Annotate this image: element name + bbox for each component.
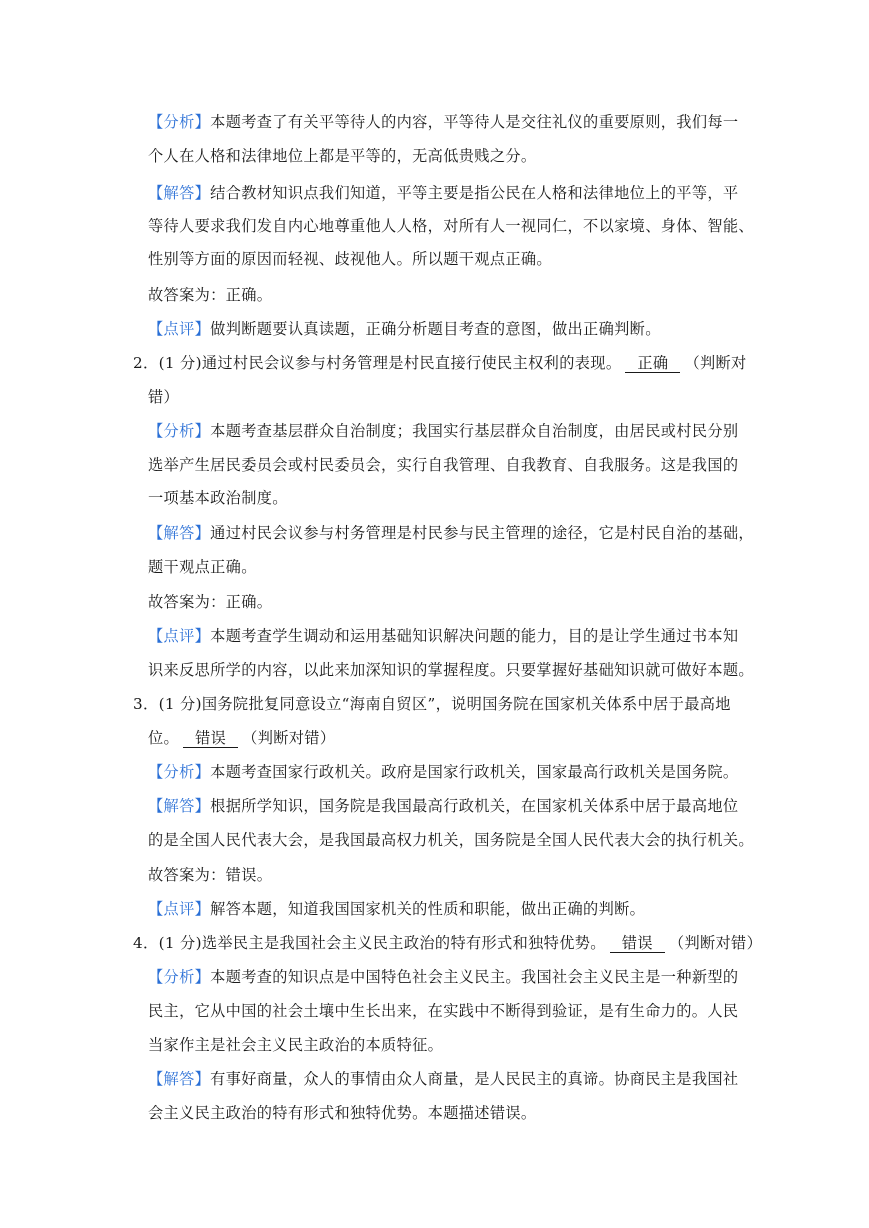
- q2-comment-line-1: 【点评】本题考查学生调动和运用基础知识解决问题的能力，目的是让学生通过书本知: [148, 627, 739, 645]
- answer-tag: 【解答】: [148, 1070, 211, 1088]
- q2-analysis-line-1: 【分析】本题考查基层群众自治制度；我国实行基层群众自治制度，由居民或村民分别: [148, 422, 739, 440]
- answer-tag: 【解答】: [148, 524, 211, 542]
- q4-answer-blank: 错误: [610, 934, 665, 953]
- q4-stem: 4．(1 分)选举民主是我国社会主义民主政治的特有形式和独特优势。 错误 （判断对错）: [133, 934, 763, 952]
- q4-answer-line-2: 会主义民主政治的特有形式和独特优势。本题描述错误。: [148, 1104, 537, 1122]
- q1-answer-line-3: 性别等方面的原因而轻视、歧视他人。所以题干观点正确。: [148, 250, 552, 268]
- q1-analysis-line-1: 【分析】本题考查了有关平等待人的内容，平等待人是交往礼仪的重要原则，我们每一: [148, 113, 739, 131]
- q2-answer-line-1: 【解答】通过村民会议参与村务管理是村民参与民主管理的途径，它是村民自治的基础，: [148, 524, 754, 542]
- q1-analysis-line-2: 个人在人格和法律地位上都是平等的，无高低贵贱之分。: [148, 147, 537, 165]
- answer-tag: 【解答】: [148, 797, 211, 815]
- q2-answer-line-2: 题干观点正确。: [148, 558, 257, 576]
- q3-final-answer: 故答案为：错误。: [148, 866, 273, 884]
- analysis-tag: 【分析】: [148, 113, 211, 131]
- q3-analysis: 【分析】本题考查国家行政机关。政府是国家行政机关，国家最高行政机关是国务院。: [148, 763, 739, 781]
- analysis-tag: 【分析】: [148, 968, 211, 986]
- q3-answer-line-1: 【解答】根据所学知识，国务院是我国最高行政机关，在国家机关体系中居于最高地位: [148, 797, 739, 815]
- q2-stem-cont: 错）: [148, 388, 180, 406]
- q1-final-answer: 故答案为：正确。: [148, 286, 273, 304]
- q4-answer-line-1: 【解答】有事好商量，众人的事情由众人商量，是人民民主的真谛。协商民主是我国社: [148, 1070, 739, 1088]
- q1-answer-line-2: 等待人要求我们发自内心地尊重他人人格，对所有人一视同仁，不以家境、身体、智能、: [148, 217, 754, 235]
- q3-comment: 【点评】解答本题，知道我国国家机关的性质和职能，做出正确的判断。: [148, 900, 646, 918]
- q3-answer-line-2: 的是全国人民代表大会，是我国最高权力机关，国务院是全国人民代表大会的执行机关。: [148, 831, 754, 849]
- q4-analysis-line-3: 当家作主是社会主义民主政治的本质特征。: [148, 1036, 444, 1054]
- q2-analysis-line-3: 一项基本政治制度。: [148, 489, 288, 507]
- analysis-tag: 【分析】: [148, 422, 211, 440]
- q1-comment: 【点评】做判断题要认真读题，正确分析题目考查的意图，做出正确判断。: [148, 320, 661, 338]
- q3-answer-blank: 错误: [183, 729, 238, 748]
- comment-tag: 【点评】: [148, 627, 211, 645]
- q2-final-answer: 故答案为：正确。: [148, 593, 273, 611]
- q1-answer-line-1: 【解答】结合教材知识点我们知道，平等主要是指公民在人格和法律地位上的平等，平: [148, 184, 739, 202]
- answer-tag: 【解答】: [148, 184, 211, 202]
- comment-tag: 【点评】: [148, 900, 211, 918]
- analysis-tag: 【分析】: [148, 763, 211, 781]
- q3-stem-cont: 位。 错误 （判断对错）: [148, 729, 336, 747]
- q3-stem: 3．(1 分)国务院批复同意设立“海南自贸区”，说明国务院在国家机关体系中居于最高地: [133, 695, 731, 713]
- q2-analysis-line-2: 选举产生居民委员会或村民委员会，实行自我管理、自我教育、自我服务。这是我国的: [148, 456, 739, 474]
- q2-stem: 2．(1 分)通过村民会议参与村务管理是村民直接行使民主权利的表现。 正确 （判断对: [133, 354, 747, 372]
- comment-tag: 【点评】: [148, 320, 211, 338]
- q4-analysis-line-2: 民主，它从中国的社会土壤中生长出来，在实践中不断得到验证，是有生命力的。人民: [148, 1002, 739, 1020]
- q2-answer-blank: 正确: [625, 354, 680, 373]
- q4-analysis-line-1: 【分析】本题考查的知识点是中国特色社会主义民主。我国社会主义民主是一种新型的: [148, 968, 739, 986]
- q2-comment-line-2: 识来反思所学的内容，以此来加深知识的掌握程度。只要掌握好基础知识就可做好本题。: [148, 661, 754, 679]
